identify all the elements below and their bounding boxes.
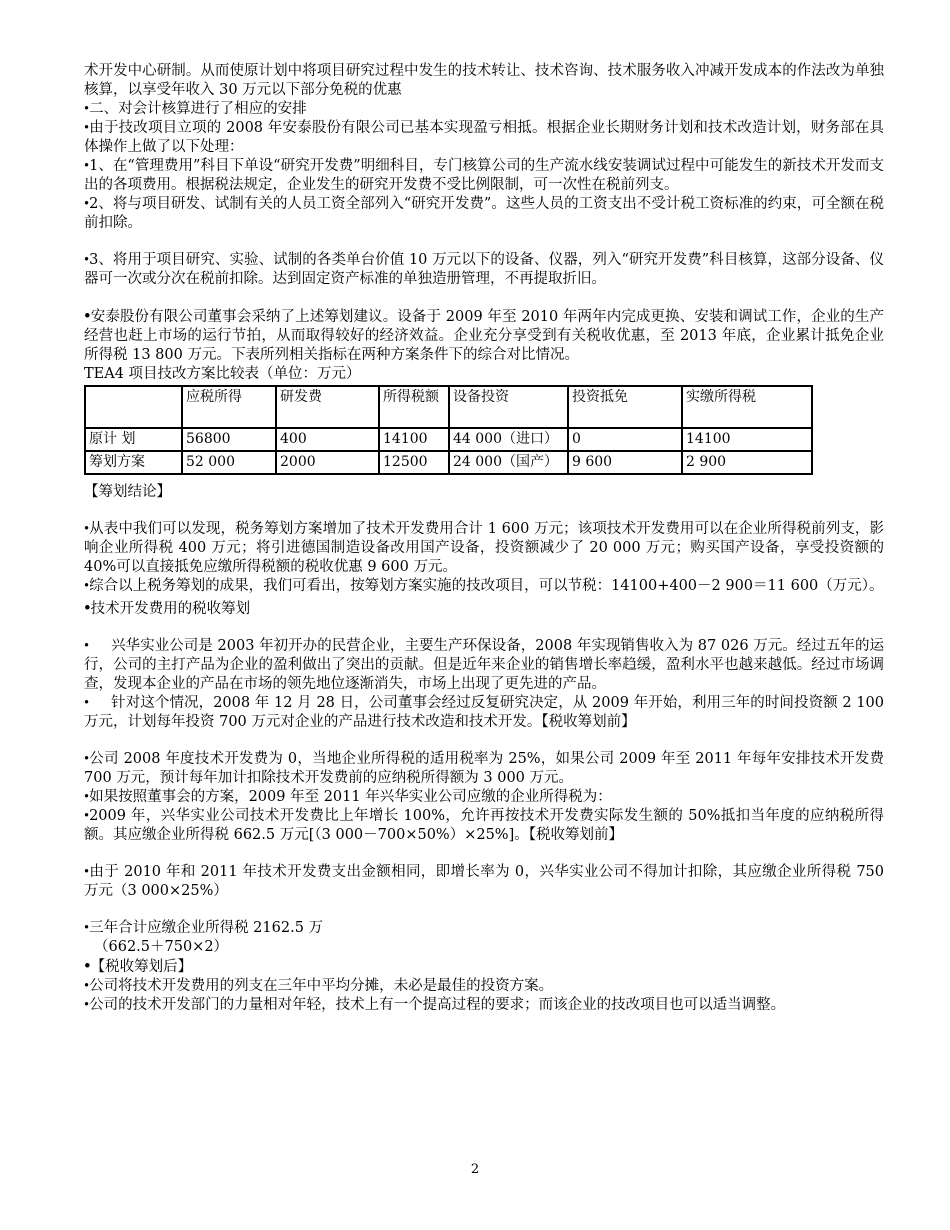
- table-header-cell: 研发费: [276, 386, 379, 428]
- table-caption: TEA4 项目技改方案比较表（单位：万元）: [84, 366, 361, 382]
- document-page: [84, 62, 884, 1015]
- table-row: [85, 451, 812, 474]
- table-cell: 14100: [682, 428, 812, 451]
- paragraph: • 由于技改项目立项的 2008 年安泰股份有限公司已基本实现盈亏相抵。根据企业长期财务计划和技术改造计划，财务部在具体操作上做了以下处理：: [84, 119, 884, 157]
- table-cell: 原计 划: [85, 428, 182, 451]
- table-cell: 12500: [379, 451, 449, 474]
- paragraph: • 2、将与项目研发、试制有关的人员工资全部列入“研究开发费”。这些人员的工资支出不受计税工资标准的约束，可全额在税前扣除。: [84, 195, 884, 233]
- paragraph: • 2009 年，兴华实业公司技术开发费比上年增长 100%，允许再按技术开发费实际发生额的 50%抵扣当年度的应纳税所得额。其应缴企业所得税 662.5 万元[（3 000－700×50%）×25%]。【税收筹划前】: [84, 807, 884, 845]
- table-cell: 9 600: [568, 451, 682, 474]
- paragraph: • 3、将用于项目研究、实验、试制的各类单台价值 10 万元以下的设备、仪器，列入“研究开发费”科目核算，这部分设备、仪器可一次或分次在税前扣除。达到固定资产标准的单独造册管理，不再提取折旧。: [84, 251, 884, 289]
- formula-line: （662.5＋750×2）: [94, 939, 229, 955]
- table-cell: 44 000（进口）: [449, 428, 568, 451]
- section-heading: • 技术开发费用的税收筹划: [84, 599, 884, 619]
- table-header-cell: 所得税额: [379, 386, 449, 428]
- paragraph: • 针对这个情况，2008 年 12 月 28 日，公司董事会经过反复研究决定，从 2009 年开始，利用三年的时间投资额 2 100 万元，计划每年投资 700 万元对企业的产品进行技术改造和技术开发。【税收筹划前】: [84, 694, 884, 732]
- paragraph: • 综合以上税务筹划的成果，我们可看出，按筹划方案实施的技改项目，可以节税：14100+400－2 900＝11 600（万元）。: [84, 577, 884, 596]
- paragraph: • 从表中我们可以发现，税务筹划方案增加了技术开发费用合计 1 600 万元；该项技术开发费用可以在企业所得税前列支，影响企业所得税 400 万元；将引进德国制造设备改用国产设备，投资额减少了 20 000 万元；购买国产设备，享受投资额的 40%可以直接抵免应缴所得税额的税收优惠 9 600 万元。: [84, 520, 884, 577]
- paragraph: • 安泰股份有限公司董事会采纳了上述筹划建议。设备于 2009 年至 2010 年两年内完成更换、安装和调试工作，企业的生产经营也赶上市场的运行节拍，从而取得较好的经济效益。企业充分享受到有关税收优惠，至 2013 年底，企业累计抵免企业所得税 13 800 万元。下表所列相关指标在两种方案条件下的综合对比情况。: [84, 307, 884, 365]
- paragraph: • 1、在“管理费用”科目下单设“研究开发费”明细科目，专门核算公司的生产流水线安装调试过程中可能发生的新技术开发而支出的各项费用。根据税法规定，企业发生的研究开发费不受比例限制，可一次性在税前列支。: [84, 157, 884, 195]
- paragraph: • 三年合计应缴企业所得税 2162.5 万: [84, 919, 884, 938]
- table-cell: 2 900: [682, 451, 812, 474]
- after-heading: • 【税收筹划后】: [84, 957, 884, 977]
- table-header-row: [85, 386, 812, 428]
- paragraph: • 公司的技术开发部门的力量相对年轻，技术上有一个提高过程的要求；而该企业的技改项目也可以适当调整。: [84, 996, 884, 1015]
- page-number: 2: [470, 1162, 480, 1177]
- table-cell: 24 000（国产）: [449, 451, 568, 474]
- table-cell: 14100: [379, 428, 449, 451]
- table-header-cell: 实缴所得税: [682, 386, 812, 428]
- paragraph: • 由于 2010 年和 2011 年技术开发费支出金额相同，即增长率为 0，兴华实业公司不得加计扣除，其应缴企业所得税 750 万元（3 000×25%）: [84, 863, 884, 901]
- table-cell: 0: [568, 428, 682, 451]
- table-cell: 56800: [182, 428, 276, 451]
- paragraph: • 二、对会计核算进行了相应的安排: [84, 100, 884, 119]
- table-cell: 52 000: [182, 451, 276, 474]
- comparison-table: [84, 385, 813, 475]
- table-cell: 400: [276, 428, 379, 451]
- table-cell: 筹划方案: [85, 451, 182, 474]
- paragraph: • 公司将技术开发费用的列支在三年中平均分摊，未必是最佳的投资方案。: [84, 977, 884, 996]
- table-header-cell: 应税所得: [182, 386, 276, 428]
- paragraph: 术开发中心研制。从而使原计划中将项目研究过程中发生的技术转让、技术咨询、技术服务收入冲减开发成本的作法改为单独核算，以享受年收入 30 万元以下部分免税的优惠: [84, 63, 884, 98]
- table-header-cell: [85, 386, 182, 428]
- paragraph: • 兴华实业公司是 2003 年初开办的民营企业，主要生产环保设备，2008 年实现销售收入为 87 026 万元。经过五年的运行，公司的主打产品为企业的盈利做出了突出的贡献。但是近年来企业的销售增长率趋缓，盈利水平也越来越低。经过市场调查，发现本企业的产品在市场的领先地位逐渐消失，市场上出现了更先进的产品。: [84, 637, 884, 694]
- table-header-cell: 设备投资: [449, 386, 568, 428]
- paragraph: • 公司 2008 年度技术开发费为 0，当地企业所得税的适用税率为 25%，如果公司 2009 年至 2011 年每年安排技术开发费 700 万元，预计每年加计扣除技术开发费前的应纳税所得额为 3 000 万元。: [84, 750, 884, 788]
- paragraph: • 如果按照董事会的方案，2009 年至 2011 年兴华实业公司应缴的企业所得税为：: [84, 788, 884, 807]
- table-row: [85, 428, 812, 451]
- table-header-cell: 投资抵免: [568, 386, 682, 428]
- table-cell: 2000: [276, 451, 379, 474]
- conclusion-heading: 【筹划结论】: [84, 484, 171, 500]
